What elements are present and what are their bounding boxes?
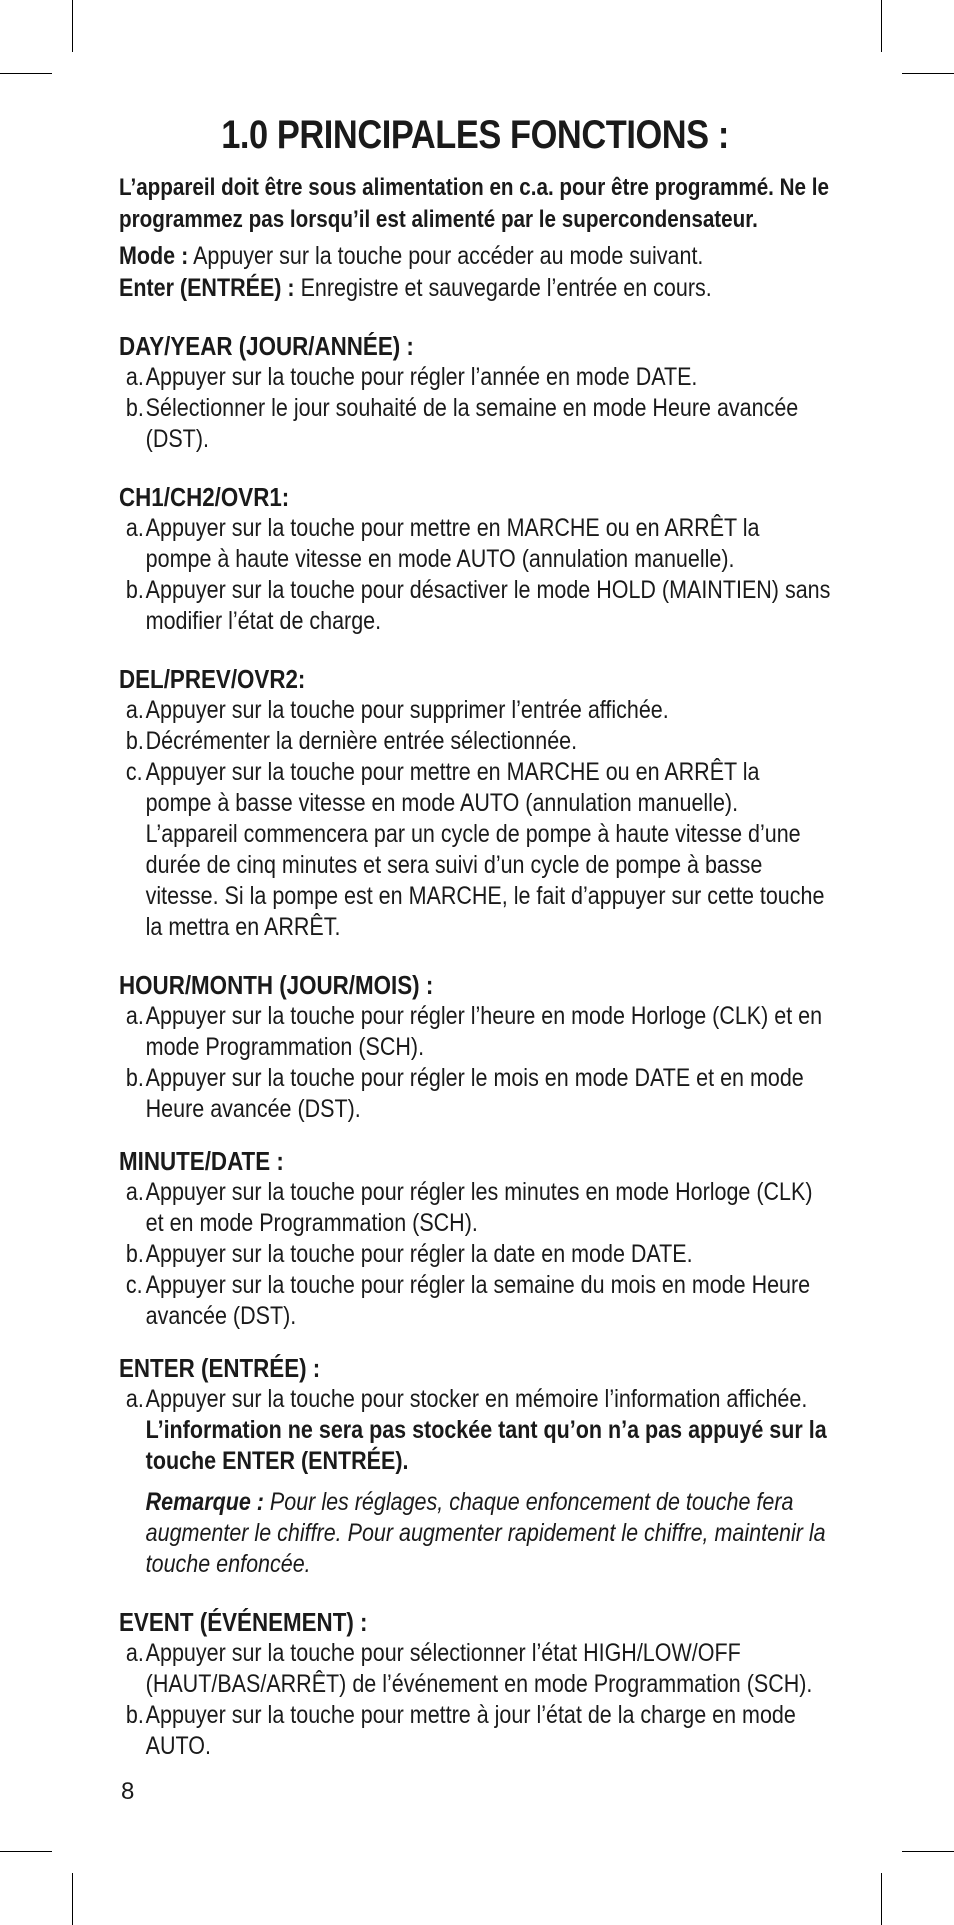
item-letter: c.	[125, 1271, 143, 1299]
section-title: CH1/CH2/OVR1:	[119, 482, 290, 512]
item-letter: a.	[125, 363, 144, 391]
mode-line	[119, 240, 831, 272]
section	[119, 1352, 831, 1580]
item-text: Appuyer sur la touche pour désactiver le mode HOLD (MAINTIEN) sans modifier l’état de charge.	[145, 576, 831, 635]
section-title: DEL/PREV/OVR2:	[119, 664, 306, 694]
section-title: EVENT (ÉVÉNEMENT) :	[119, 1607, 368, 1637]
page-title: 1.0 PRINCIPALES FONCTIONS :	[221, 113, 729, 157]
remark-text: Pour les réglages, chaque enfoncement de touche fera augmenter le chiffre. Pour augmenter rapidement le chiffre, maintenir la touche enfoncée.	[145, 1488, 826, 1578]
item-letter: b.	[125, 727, 144, 755]
intro-warning: L’appareil doit être sous alimentation en c.a. pour être programmé. Ne le programmez pas lorsqu’il est alimenté par le supercondensateur.	[119, 174, 829, 233]
item-letter: a.	[125, 1178, 144, 1206]
item-letter: c.	[125, 758, 143, 786]
section-title: DAY/YEAR (JOUR/ANNÉE) :	[119, 331, 414, 361]
mode-label: Mode :	[119, 242, 189, 270]
item-text: Décrémenter la dernière entrée sélectionnée.	[145, 727, 578, 755]
section	[119, 1606, 831, 1762]
list-item	[119, 362, 831, 393]
section	[119, 969, 831, 1125]
item-letter: b.	[125, 1240, 144, 1268]
list-item	[119, 1384, 831, 1477]
item-text: Appuyer sur la touche pour régler les minutes en mode Horloge (CLK) et en mode Programmation (SCH).	[145, 1178, 813, 1237]
crop-mark-top-left-h	[0, 73, 52, 74]
remark-note	[119, 1487, 831, 1580]
page-number: 8	[121, 1778, 135, 1805]
section-title: MINUTE/DATE :	[119, 1146, 284, 1176]
list-item	[119, 575, 831, 637]
item-text: Appuyer sur la touche pour supprimer l’entrée affichée.	[145, 696, 669, 724]
item-text: Appuyer sur la touche pour régler l’heure en mode Horloge (CLK) et en mode Programmation (SCH).	[145, 1002, 823, 1061]
crop-mark-bottom-right-h	[902, 1851, 954, 1852]
list-item	[119, 393, 831, 455]
list-item	[119, 726, 831, 757]
section	[119, 663, 831, 943]
remark-label: Remarque :	[145, 1488, 264, 1516]
crop-mark-top-left-v	[72, 0, 73, 52]
item-letter: b.	[125, 394, 144, 422]
item-bold-text: L’information ne sera pas stockée tant qu’on n’a pas appuyé sur la touche ENTER (ENTRÉE).	[145, 1416, 827, 1475]
item-letter: b.	[125, 576, 144, 604]
item-letter: a.	[125, 514, 144, 542]
section-title: ENTER (ENTRÉE) :	[119, 1353, 321, 1383]
list-item	[119, 757, 831, 943]
item-text: Appuyer sur la touche pour régler la date en mode DATE.	[145, 1240, 693, 1268]
section-title: HOUR/MONTH (JOUR/MOIS) :	[119, 970, 434, 1000]
item-letter: a.	[125, 1639, 144, 1667]
list-item	[119, 1700, 831, 1762]
list-item	[119, 1177, 831, 1239]
list-item	[119, 1270, 831, 1332]
item-letter: a.	[125, 1002, 144, 1030]
list-item	[119, 1063, 831, 1125]
enter-label: Enter (ENTRÉE) :	[119, 274, 295, 302]
item-letter: b.	[125, 1064, 144, 1092]
list-item	[119, 513, 831, 575]
crop-mark-top-right-v	[881, 0, 882, 52]
item-text: Appuyer sur la touche pour mettre en MARCHE ou en ARRÊT la pompe à haute vitesse en mode AUTO (annulation manuelle).	[145, 514, 760, 573]
item-text: Appuyer sur la touche pour stocker en mémoire l’information affichée.	[145, 1385, 808, 1413]
list-item	[119, 1638, 831, 1700]
section	[119, 330, 831, 455]
enter-text: Enregistre et sauvegarde l’entrée en cours.	[300, 274, 712, 302]
item-text: Appuyer sur la touche pour mettre à jour l’état de la charge en mode AUTO.	[145, 1701, 796, 1760]
section	[119, 481, 831, 637]
sections	[119, 330, 831, 1762]
page-content	[119, 112, 831, 1762]
item-text: Sélectionner le jour souhaité de la semaine en mode Heure avancée (DST).	[145, 394, 799, 453]
crop-mark-bottom-right-v	[881, 1873, 882, 1925]
item-text: Appuyer sur la touche pour régler la semaine du mois en mode Heure avancée (DST).	[145, 1271, 811, 1330]
enter-line	[119, 272, 831, 304]
mode-text: Appuyer sur la touche pour accéder au mode suivant.	[193, 242, 704, 270]
list-item	[119, 1239, 831, 1270]
list-item	[119, 695, 831, 726]
crop-mark-top-right-h	[902, 73, 954, 74]
item-letter: a.	[125, 1385, 144, 1413]
list-item	[119, 1001, 831, 1063]
crop-mark-bottom-left-h	[0, 1851, 52, 1852]
item-text: Appuyer sur la touche pour régler l’année en mode DATE.	[145, 363, 698, 391]
item-text: Appuyer sur la touche pour mettre en MARCHE ou en ARRÊT la pompe à basse vitesse en mode AUTO (annulation manuelle). L’appareil commencera par un cycle de pompe à haute vitesse d’une durée de cinq minutes et sera suivi d’un cycle de pompe à basse vitesse. Si la pompe est en MARCHE, le fait d’appuyer sur cette touche la mettra en ARRÊT.	[145, 758, 825, 941]
crop-mark-bottom-left-v	[72, 1873, 73, 1925]
item-letter: b.	[125, 1701, 144, 1729]
item-text: Appuyer sur la touche pour sélectionner l’état HIGH/LOW/OFF (HAUT/BAS/ARRÊT) de l’événement en mode Programmation (SCH).	[145, 1639, 813, 1698]
item-letter: a.	[125, 696, 144, 724]
section	[119, 1145, 831, 1332]
item-text: Appuyer sur la touche pour régler le mois en mode DATE et en mode Heure avancée (DST).	[145, 1064, 804, 1123]
